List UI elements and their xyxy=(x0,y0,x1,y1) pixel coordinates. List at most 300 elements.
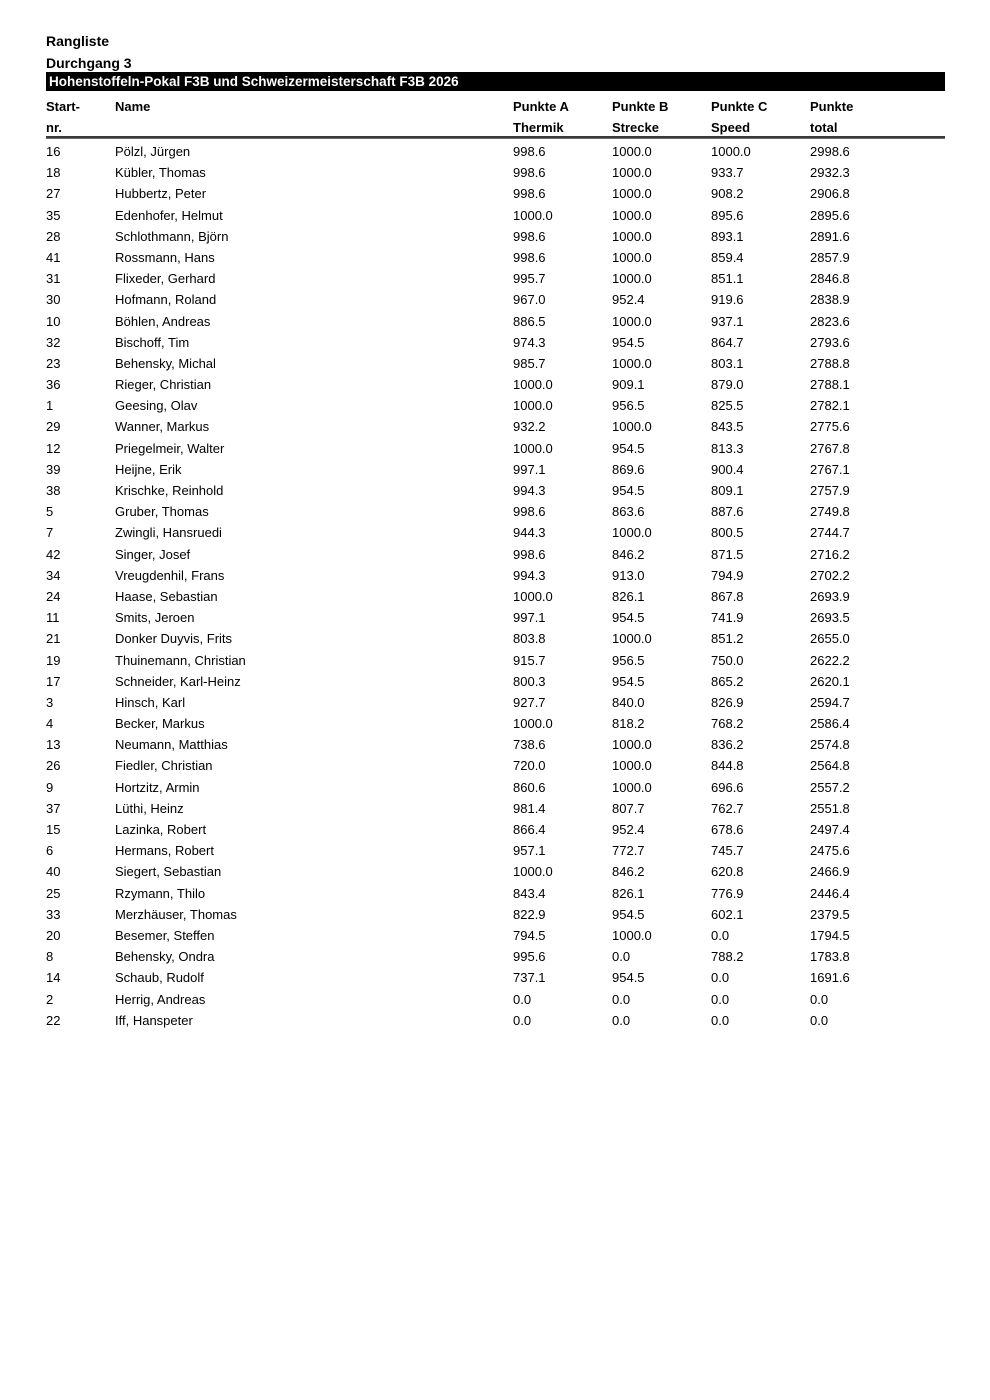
cell-name: Flixeder, Gerhard xyxy=(115,271,216,287)
cell-nr: 1 xyxy=(46,398,54,414)
cell-nr: 32 xyxy=(46,334,61,350)
table-row xyxy=(46,713,945,734)
cell-name: Gruber, Thomas xyxy=(115,504,209,520)
results-table-body xyxy=(46,141,945,1031)
col-header-punkte-a xyxy=(513,96,612,138)
cell-b: 1000.0 xyxy=(612,144,652,159)
cell-nr: 27 xyxy=(46,186,61,202)
cell-total: 1691.6 xyxy=(810,970,850,986)
cell-a: 843.4 xyxy=(513,885,546,901)
cell-total: 2744.7 xyxy=(810,525,850,541)
cell-nr: 39 xyxy=(46,461,61,477)
cell-b: 0.0 xyxy=(612,1012,631,1028)
cell-c: 887.6 xyxy=(711,504,744,520)
cell-nr: 17 xyxy=(46,673,61,689)
cell-nr: 15 xyxy=(46,822,61,837)
table-row xyxy=(46,755,945,776)
cell-nr: 37 xyxy=(46,800,61,816)
cell-c: 871.5 xyxy=(711,546,744,562)
cell-total: 2838.9 xyxy=(810,292,850,308)
cell-total: 1783.8 xyxy=(810,949,850,965)
cell-a: 998.6 xyxy=(513,144,546,159)
cell-b: 909.1 xyxy=(612,377,645,393)
cell-a: 866.4 xyxy=(513,822,546,837)
cell-total: 0.0 xyxy=(810,1012,829,1028)
cell-b: 1000.0 xyxy=(612,525,652,541)
col-header-startnr xyxy=(46,96,115,138)
cell-b: 954.5 xyxy=(612,906,645,922)
cell-b: 840.0 xyxy=(612,694,645,710)
table-row xyxy=(46,777,945,798)
cell-a: 998.6 xyxy=(513,504,546,520)
cell-name: Besemer, Steffen xyxy=(115,927,215,943)
cell-b: 826.1 xyxy=(612,588,645,604)
cell-a: 995.7 xyxy=(513,271,546,287)
cell-name: Pölzl, Jürgen xyxy=(115,144,191,159)
col-header-punkte-b xyxy=(612,96,711,138)
cell-nr: 13 xyxy=(46,737,61,753)
cell-nr: 12 xyxy=(46,440,61,456)
cell-name: Kübler, Thomas xyxy=(115,165,206,181)
col-header-name xyxy=(115,96,513,138)
table-row xyxy=(46,798,945,819)
table-row xyxy=(46,332,945,353)
table-row xyxy=(46,480,945,501)
cell-b: 1000.0 xyxy=(612,355,652,371)
cell-name: Smits, Jeroen xyxy=(115,610,195,626)
cell-nr: 29 xyxy=(46,419,61,435)
table-row xyxy=(46,925,945,946)
cell-name: Siegert, Sebastian xyxy=(115,864,222,880)
table-row xyxy=(46,544,945,565)
cell-c: 864.7 xyxy=(711,334,744,350)
cell-total: 2620.1 xyxy=(810,673,850,689)
cell-a: 998.6 xyxy=(513,249,546,265)
cell-c: 741.9 xyxy=(711,610,744,626)
cell-b: 1000.0 xyxy=(612,249,652,265)
cell-c: 800.5 xyxy=(711,525,744,541)
cell-nr: 19 xyxy=(46,652,61,668)
table-row xyxy=(46,565,945,586)
cell-b: 818.2 xyxy=(612,716,645,732)
cell-total: 2767.8 xyxy=(810,440,850,456)
col-header-punkte-b-line2: Strecke xyxy=(612,120,659,135)
cell-a: 794.5 xyxy=(513,927,546,943)
cell-nr: 33 xyxy=(46,906,61,922)
cell-c: 895.6 xyxy=(711,207,744,223)
cell-name: Thuinemann, Christian xyxy=(115,652,246,668)
cell-a: 998.6 xyxy=(513,228,546,244)
cell-total: 2622.2 xyxy=(810,652,850,668)
cell-name: Becker, Markus xyxy=(115,716,205,732)
col-header-punkte-c xyxy=(711,96,810,138)
cell-nr: 10 xyxy=(46,313,61,329)
cell-b: 1000.0 xyxy=(612,207,652,223)
table-row xyxy=(46,586,945,607)
cell-nr: 35 xyxy=(46,207,61,223)
cell-nr: 16 xyxy=(46,144,61,159)
cell-total: 2793.6 xyxy=(810,334,850,350)
cell-nr: 40 xyxy=(46,864,61,880)
cell-name: Merzhäuser, Thomas xyxy=(115,906,237,922)
cell-nr: 23 xyxy=(46,355,61,371)
cell-nr: 14 xyxy=(46,970,61,986)
cell-b: 956.5 xyxy=(612,398,645,414)
cell-b: 869.6 xyxy=(612,461,645,477)
cell-total: 2895.6 xyxy=(810,207,850,223)
cell-b: 954.5 xyxy=(612,334,645,350)
cell-total: 2788.8 xyxy=(810,355,850,371)
cell-a: 1000.0 xyxy=(513,207,553,223)
cell-name: Lazinka, Robert xyxy=(115,822,207,837)
cell-a: 1000.0 xyxy=(513,398,553,414)
table-row xyxy=(46,967,945,988)
cell-name: Geesing, Olav xyxy=(115,398,198,414)
cell-a: 997.1 xyxy=(513,461,546,477)
cell-a: 720.0 xyxy=(513,758,546,774)
doc-subtitle-round: Durchgang 3 xyxy=(46,55,132,71)
table-row xyxy=(46,607,945,628)
cell-c: 762.7 xyxy=(711,800,744,816)
table-row xyxy=(46,650,945,671)
table-row xyxy=(46,692,945,713)
cell-a: 932.2 xyxy=(513,419,546,435)
cell-b: 1000.0 xyxy=(612,165,652,181)
cell-total: 2932.3 xyxy=(810,165,850,181)
cell-c: 0.0 xyxy=(711,970,730,986)
doc-title: Rangliste xyxy=(46,33,110,49)
cell-total: 2857.9 xyxy=(810,249,850,265)
cell-nr: 28 xyxy=(46,228,61,244)
cell-a: 803.8 xyxy=(513,631,546,647)
cell-a: 985.7 xyxy=(513,355,546,371)
cell-nr: 5 xyxy=(46,504,54,520)
cell-nr: 26 xyxy=(46,758,61,774)
cell-a: 944.3 xyxy=(513,525,546,541)
table-row xyxy=(46,671,945,692)
cell-total: 2823.6 xyxy=(810,313,850,329)
table-row xyxy=(46,501,945,522)
cell-c: 696.6 xyxy=(711,779,744,795)
cell-name: Behensky, Michal xyxy=(115,355,216,371)
cell-total: 2655.0 xyxy=(810,631,850,647)
cell-c: 602.1 xyxy=(711,906,744,922)
col-header-punkte-total xyxy=(810,96,945,138)
table-row xyxy=(46,819,945,840)
table-row xyxy=(46,416,945,437)
cell-b: 1000.0 xyxy=(612,737,652,753)
table-row xyxy=(46,311,945,332)
cell-a: 981.4 xyxy=(513,800,546,816)
cell-nr: 22 xyxy=(46,1012,61,1028)
table-header xyxy=(46,96,945,138)
cell-total: 2702.2 xyxy=(810,567,850,583)
cell-name: Priegelmeir, Walter xyxy=(115,440,225,456)
cell-total: 1794.5 xyxy=(810,927,850,943)
table-row xyxy=(46,183,945,204)
table-row xyxy=(46,226,945,247)
table-row xyxy=(46,438,945,459)
cell-b: 1000.0 xyxy=(612,313,652,329)
table-row xyxy=(46,1010,945,1031)
cell-c: 825.5 xyxy=(711,398,744,414)
cell-c: 879.0 xyxy=(711,377,744,393)
cell-a: 1000.0 xyxy=(513,588,553,604)
table-row xyxy=(46,522,945,543)
cell-nr: 38 xyxy=(46,483,61,498)
cell-b: 1000.0 xyxy=(612,419,652,435)
cell-a: 915.7 xyxy=(513,652,546,668)
cell-a: 1000.0 xyxy=(513,440,553,456)
table-row xyxy=(46,989,945,1010)
cell-nr: 24 xyxy=(46,588,61,604)
table-row xyxy=(46,395,945,416)
cell-a: 994.3 xyxy=(513,483,546,498)
cell-b: 913.0 xyxy=(612,567,645,583)
cell-b: 863.6 xyxy=(612,504,645,520)
cell-c: 788.2 xyxy=(711,949,744,965)
cell-c: 844.8 xyxy=(711,758,744,774)
cell-name: Herrig, Andreas xyxy=(115,991,206,1007)
col-header-punkte-total-line1: Punkte xyxy=(810,99,854,114)
cell-name: Hortzitz, Armin xyxy=(115,779,200,795)
cell-nr: 7 xyxy=(46,525,54,541)
cell-total: 2767.1 xyxy=(810,461,850,477)
cell-total: 2594.7 xyxy=(810,694,850,710)
cell-total: 2749.8 xyxy=(810,504,850,520)
table-row xyxy=(46,946,945,967)
cell-name: Haase, Sebastian xyxy=(115,588,218,604)
cell-nr: 4 xyxy=(46,716,54,732)
cell-name: Böhlen, Andreas xyxy=(115,313,211,329)
cell-a: 927.7 xyxy=(513,694,546,710)
table-row xyxy=(46,162,945,183)
table-row xyxy=(46,459,945,480)
cell-b: 0.0 xyxy=(612,991,631,1007)
cell-b: 954.5 xyxy=(612,970,645,986)
cell-total: 2693.5 xyxy=(810,610,850,626)
table-row xyxy=(46,247,945,268)
cell-name: Neumann, Matthias xyxy=(115,737,228,753)
cell-name: Schaub, Rudolf xyxy=(115,970,204,986)
cell-a: 998.6 xyxy=(513,165,546,181)
cell-a: 998.6 xyxy=(513,546,546,562)
cell-c: 813.3 xyxy=(711,440,744,456)
cell-a: 1000.0 xyxy=(513,377,553,393)
table-row xyxy=(46,205,945,226)
cell-name: Schneider, Karl-Heinz xyxy=(115,673,241,689)
cell-c: 900.4 xyxy=(711,461,744,477)
col-header-punkte-a-line1: Punkte A xyxy=(513,99,569,114)
cell-a: 738.6 xyxy=(513,737,546,753)
cell-c: 794.9 xyxy=(711,567,744,583)
cell-c: 0.0 xyxy=(711,991,730,1007)
cell-b: 1000.0 xyxy=(612,228,652,244)
cell-b: 952.4 xyxy=(612,822,645,837)
table-row xyxy=(46,268,945,289)
cell-name: Hermans, Robert xyxy=(115,843,214,859)
cell-b: 826.1 xyxy=(612,885,645,901)
cell-c: 1000.0 xyxy=(711,144,751,159)
cell-c: 851.2 xyxy=(711,631,744,647)
cell-total: 2586.4 xyxy=(810,716,850,732)
cell-b: 807.7 xyxy=(612,800,645,816)
cell-total: 2757.9 xyxy=(810,483,850,498)
cell-total: 2379.5 xyxy=(810,906,850,922)
cell-name: Bischoff, Tim xyxy=(115,334,190,350)
cell-a: 957.1 xyxy=(513,843,546,859)
cell-nr: 11 xyxy=(46,610,60,626)
cell-a: 737.1 xyxy=(513,970,546,986)
cell-c: 776.9 xyxy=(711,885,744,901)
cell-nr: 6 xyxy=(46,843,54,859)
cell-total: 2497.4 xyxy=(810,822,850,837)
cell-c: 826.9 xyxy=(711,694,744,710)
cell-b: 1000.0 xyxy=(612,758,652,774)
cell-name: Heijne, Erik xyxy=(115,461,182,477)
cell-c: 937.1 xyxy=(711,313,744,329)
cell-name: Singer, Josef xyxy=(115,546,191,562)
cell-a: 800.3 xyxy=(513,673,546,689)
cell-c: 859.4 xyxy=(711,249,744,265)
cell-name: Fiedler, Christian xyxy=(115,758,213,774)
cell-a: 998.6 xyxy=(513,186,546,202)
cell-b: 954.5 xyxy=(612,610,645,626)
header-divider-rule xyxy=(46,136,945,139)
col-header-punkte-total-line2: total xyxy=(810,120,838,135)
cell-nr: 2 xyxy=(46,991,54,1007)
cell-a: 886.5 xyxy=(513,313,546,329)
table-row xyxy=(46,353,945,374)
cell-b: 0.0 xyxy=(612,949,631,965)
cell-nr: 30 xyxy=(46,292,61,308)
cell-total: 2906.8 xyxy=(810,186,850,202)
cell-total: 2475.6 xyxy=(810,843,850,859)
cell-c: 867.8 xyxy=(711,588,744,604)
cell-b: 772.7 xyxy=(612,843,645,859)
cell-name: Behensky, Ondra xyxy=(115,949,215,965)
cell-b: 1000.0 xyxy=(612,927,652,943)
cell-c: 893.1 xyxy=(711,228,744,244)
cell-name: Schlothmann, Björn xyxy=(115,228,229,244)
table-row xyxy=(46,883,945,904)
cell-c: 933.7 xyxy=(711,165,744,181)
cell-total: 2891.6 xyxy=(810,228,850,244)
cell-b: 1000.0 xyxy=(612,186,652,202)
cell-name: Iff, Hanspeter xyxy=(115,1012,193,1028)
cell-a: 860.6 xyxy=(513,779,546,795)
cell-nr: 41 xyxy=(46,249,61,265)
cell-name: Krischke, Reinhold xyxy=(115,483,224,498)
table-row xyxy=(46,628,945,649)
cell-c: 908.2 xyxy=(711,186,744,202)
cell-a: 0.0 xyxy=(513,991,532,1007)
table-row xyxy=(46,840,945,861)
cell-a: 995.6 xyxy=(513,949,546,965)
cell-total: 2716.2 xyxy=(810,546,850,562)
cell-c: 620.8 xyxy=(711,864,744,880)
cell-c: 843.5 xyxy=(711,419,744,435)
cell-c: 919.6 xyxy=(711,292,744,308)
cell-a: 994.3 xyxy=(513,567,546,583)
col-header-name-line1: Name xyxy=(115,99,151,114)
cell-a: 974.3 xyxy=(513,334,546,350)
cell-total: 2446.4 xyxy=(810,885,850,901)
cell-total: 0.0 xyxy=(810,991,829,1007)
cell-name: Hubbertz, Peter xyxy=(115,186,207,202)
cell-c: 0.0 xyxy=(711,1012,730,1028)
col-header-punkte-c-line1: Punkte C xyxy=(711,99,768,114)
cell-b: 846.2 xyxy=(612,546,645,562)
cell-name: Rzymann, Thilo xyxy=(115,885,206,901)
cell-nr: 31 xyxy=(46,271,61,287)
cell-nr: 20 xyxy=(46,927,61,943)
cell-b: 846.2 xyxy=(612,864,645,880)
cell-b: 1000.0 xyxy=(612,271,652,287)
cell-nr: 18 xyxy=(46,165,61,181)
event-title-banner: Hohenstoffeln-Pokal F3B und Schweizermeisterschaft F3B 2026 xyxy=(46,72,945,91)
table-row xyxy=(46,861,945,882)
cell-name: Wanner, Markus xyxy=(115,419,210,435)
cell-b: 954.5 xyxy=(612,440,645,456)
cell-total: 2564.8 xyxy=(810,758,850,774)
cell-b: 956.5 xyxy=(612,652,645,668)
cell-total: 2998.6 xyxy=(810,144,850,159)
cell-name: Edenhofer, Helmut xyxy=(115,207,223,223)
cell-name: Lüthi, Heinz xyxy=(115,800,184,816)
table-row xyxy=(46,289,945,310)
cell-c: 836.2 xyxy=(711,737,744,753)
cell-total: 2846.8 xyxy=(810,271,850,287)
col-header-startnr-line2: nr. xyxy=(46,120,62,135)
cell-c: 750.0 xyxy=(711,652,744,668)
cell-c: 851.1 xyxy=(711,271,744,287)
cell-nr: 8 xyxy=(46,949,54,965)
col-header-punkte-a-line2: Thermik xyxy=(513,120,564,135)
cell-nr: 36 xyxy=(46,377,61,393)
cell-name: Rieger, Christian xyxy=(115,377,212,393)
cell-total: 2775.6 xyxy=(810,419,850,435)
cell-total: 2574.8 xyxy=(810,737,850,753)
cell-c: 803.1 xyxy=(711,355,744,371)
cell-b: 1000.0 xyxy=(612,631,652,647)
cell-name: Vreugdenhil, Frans xyxy=(115,567,225,583)
cell-nr: 25 xyxy=(46,885,61,901)
cell-total: 2693.9 xyxy=(810,588,850,604)
cell-a: 1000.0 xyxy=(513,864,553,880)
col-header-punkte-c-line2: Speed xyxy=(711,120,751,135)
cell-nr: 34 xyxy=(46,567,61,583)
cell-c: 865.2 xyxy=(711,673,744,689)
cell-c: 768.2 xyxy=(711,716,744,732)
cell-nr: 9 xyxy=(46,779,54,795)
table-row xyxy=(46,141,945,162)
cell-nr: 3 xyxy=(46,694,54,710)
table-row xyxy=(46,904,945,925)
cell-c: 0.0 xyxy=(711,927,730,943)
cell-b: 1000.0 xyxy=(612,779,652,795)
col-header-punkte-b-line1: Punkte B xyxy=(612,99,669,114)
cell-c: 745.7 xyxy=(711,843,744,859)
cell-name: Rossmann, Hans xyxy=(115,249,215,265)
cell-total: 2466.9 xyxy=(810,864,850,880)
cell-a: 0.0 xyxy=(513,1012,532,1028)
cell-name: Zwingli, Hansruedi xyxy=(115,525,222,541)
table-row xyxy=(46,734,945,755)
cell-total: 2788.1 xyxy=(810,377,850,393)
cell-name: Donker Duyvis, Frits xyxy=(115,631,233,647)
cell-a: 997.1 xyxy=(513,610,546,626)
